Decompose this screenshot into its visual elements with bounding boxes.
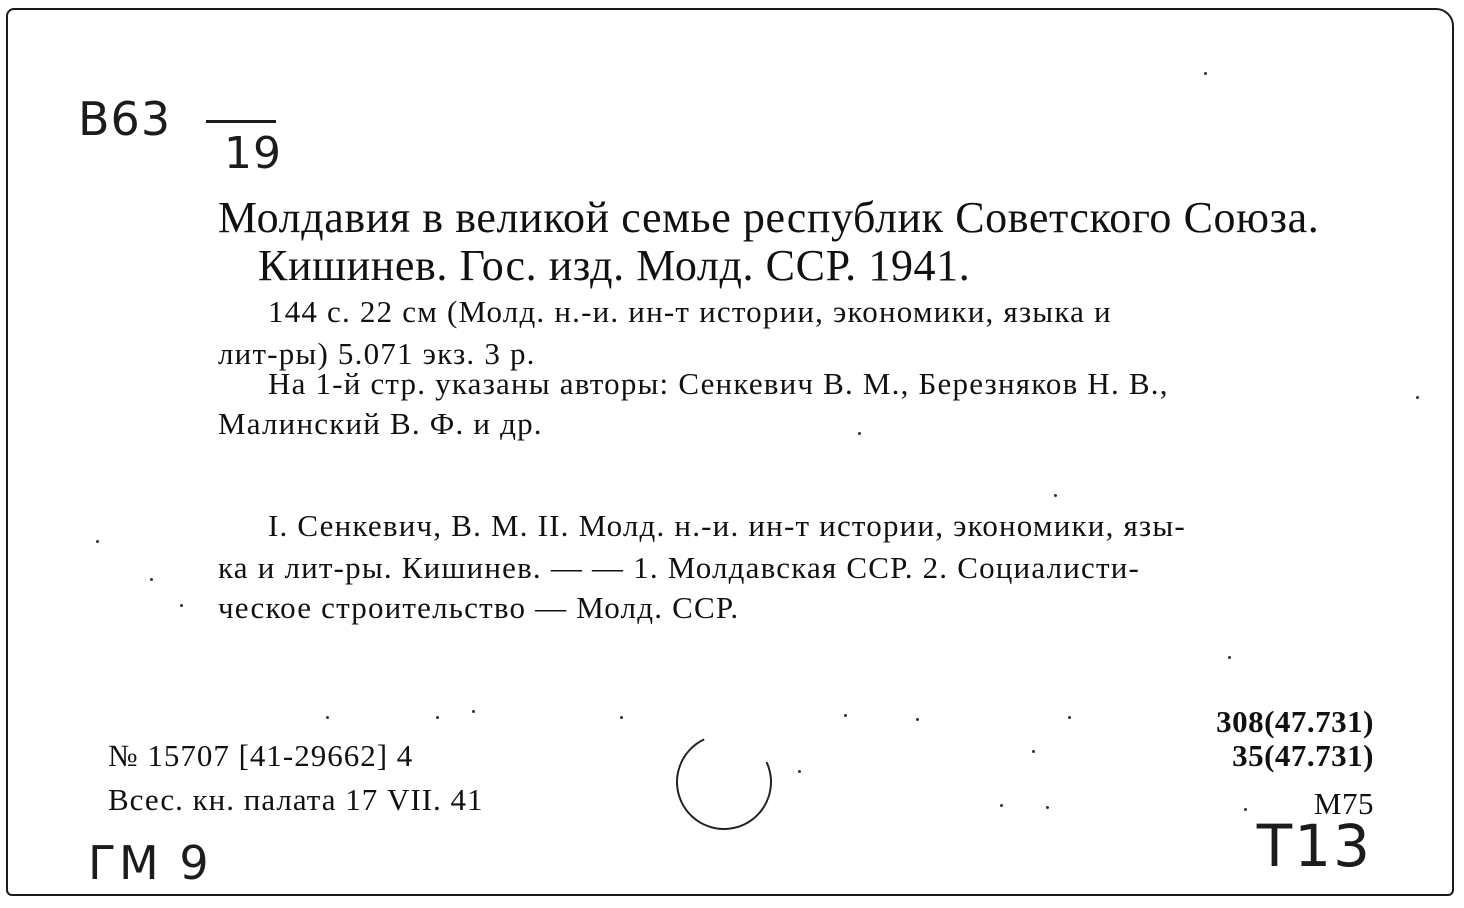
tracing-line-3: ческое строительство — Молд. ССР. bbox=[218, 590, 740, 625]
shelfmark-bottom: 19 bbox=[224, 128, 282, 179]
speck bbox=[916, 718, 919, 721]
classification-code-2: 35(47.731) bbox=[1232, 738, 1374, 773]
title-line-1: Молдавия в великой семье республик Советского Союза. bbox=[218, 193, 1320, 242]
handwritten-mark-left: ГМ 9 bbox=[88, 836, 212, 890]
speck bbox=[858, 432, 861, 435]
description-line-2: лит-ры) 5.071 экз. 3 р. bbox=[218, 336, 536, 371]
speck bbox=[1000, 804, 1003, 807]
speck bbox=[1068, 716, 1071, 719]
record-number: № 15707 [41-29662] 4 bbox=[108, 738, 414, 773]
speck bbox=[150, 578, 153, 581]
speck bbox=[1032, 750, 1035, 753]
book-chamber-stamp: Всес. кн. палата 17 VII. 41 bbox=[108, 782, 484, 817]
speck bbox=[1046, 806, 1049, 809]
speck bbox=[844, 714, 847, 717]
speck bbox=[1228, 656, 1231, 659]
speck bbox=[1054, 494, 1057, 497]
author-mark: М75 bbox=[1313, 786, 1374, 821]
speck bbox=[96, 540, 99, 543]
speck bbox=[620, 716, 623, 719]
speck bbox=[1204, 72, 1207, 75]
speck bbox=[798, 770, 801, 773]
speck bbox=[1244, 808, 1247, 811]
speck bbox=[326, 716, 329, 719]
description-line-4: Малинский В. Ф. и др. bbox=[218, 406, 543, 441]
shelfmark-fraction-line bbox=[206, 120, 276, 123]
classification-code-1: 308(47.731) bbox=[1216, 704, 1374, 739]
description-line-1: 144 с. 22 см (Молд. н.-и. ин-т истории, экономики, языка и bbox=[268, 294, 1112, 329]
handwritten-mark-right: Т13 bbox=[1256, 812, 1372, 880]
shelfmark-top: B63 bbox=[78, 92, 172, 146]
title-line-2: Кишинев. Гос. изд. Молд. ССР. 1941. bbox=[258, 241, 971, 290]
speck bbox=[180, 604, 183, 607]
description-line-3: На 1-й стр. указаны авторы: Сенкевич В. М., Березняков Н. В., bbox=[268, 366, 1169, 401]
speck bbox=[472, 710, 475, 713]
speck bbox=[436, 716, 439, 719]
tracing-line-1: I. Сенкевич, В. М. II. Молд. н.-и. ин-т истории, экономики, язы- bbox=[268, 508, 1186, 543]
speck bbox=[1416, 396, 1419, 399]
tracing-line-2: ка и лит-ры. Кишинев. — — 1. Молдавская ССР. 2. Социалисти- bbox=[218, 550, 1141, 585]
